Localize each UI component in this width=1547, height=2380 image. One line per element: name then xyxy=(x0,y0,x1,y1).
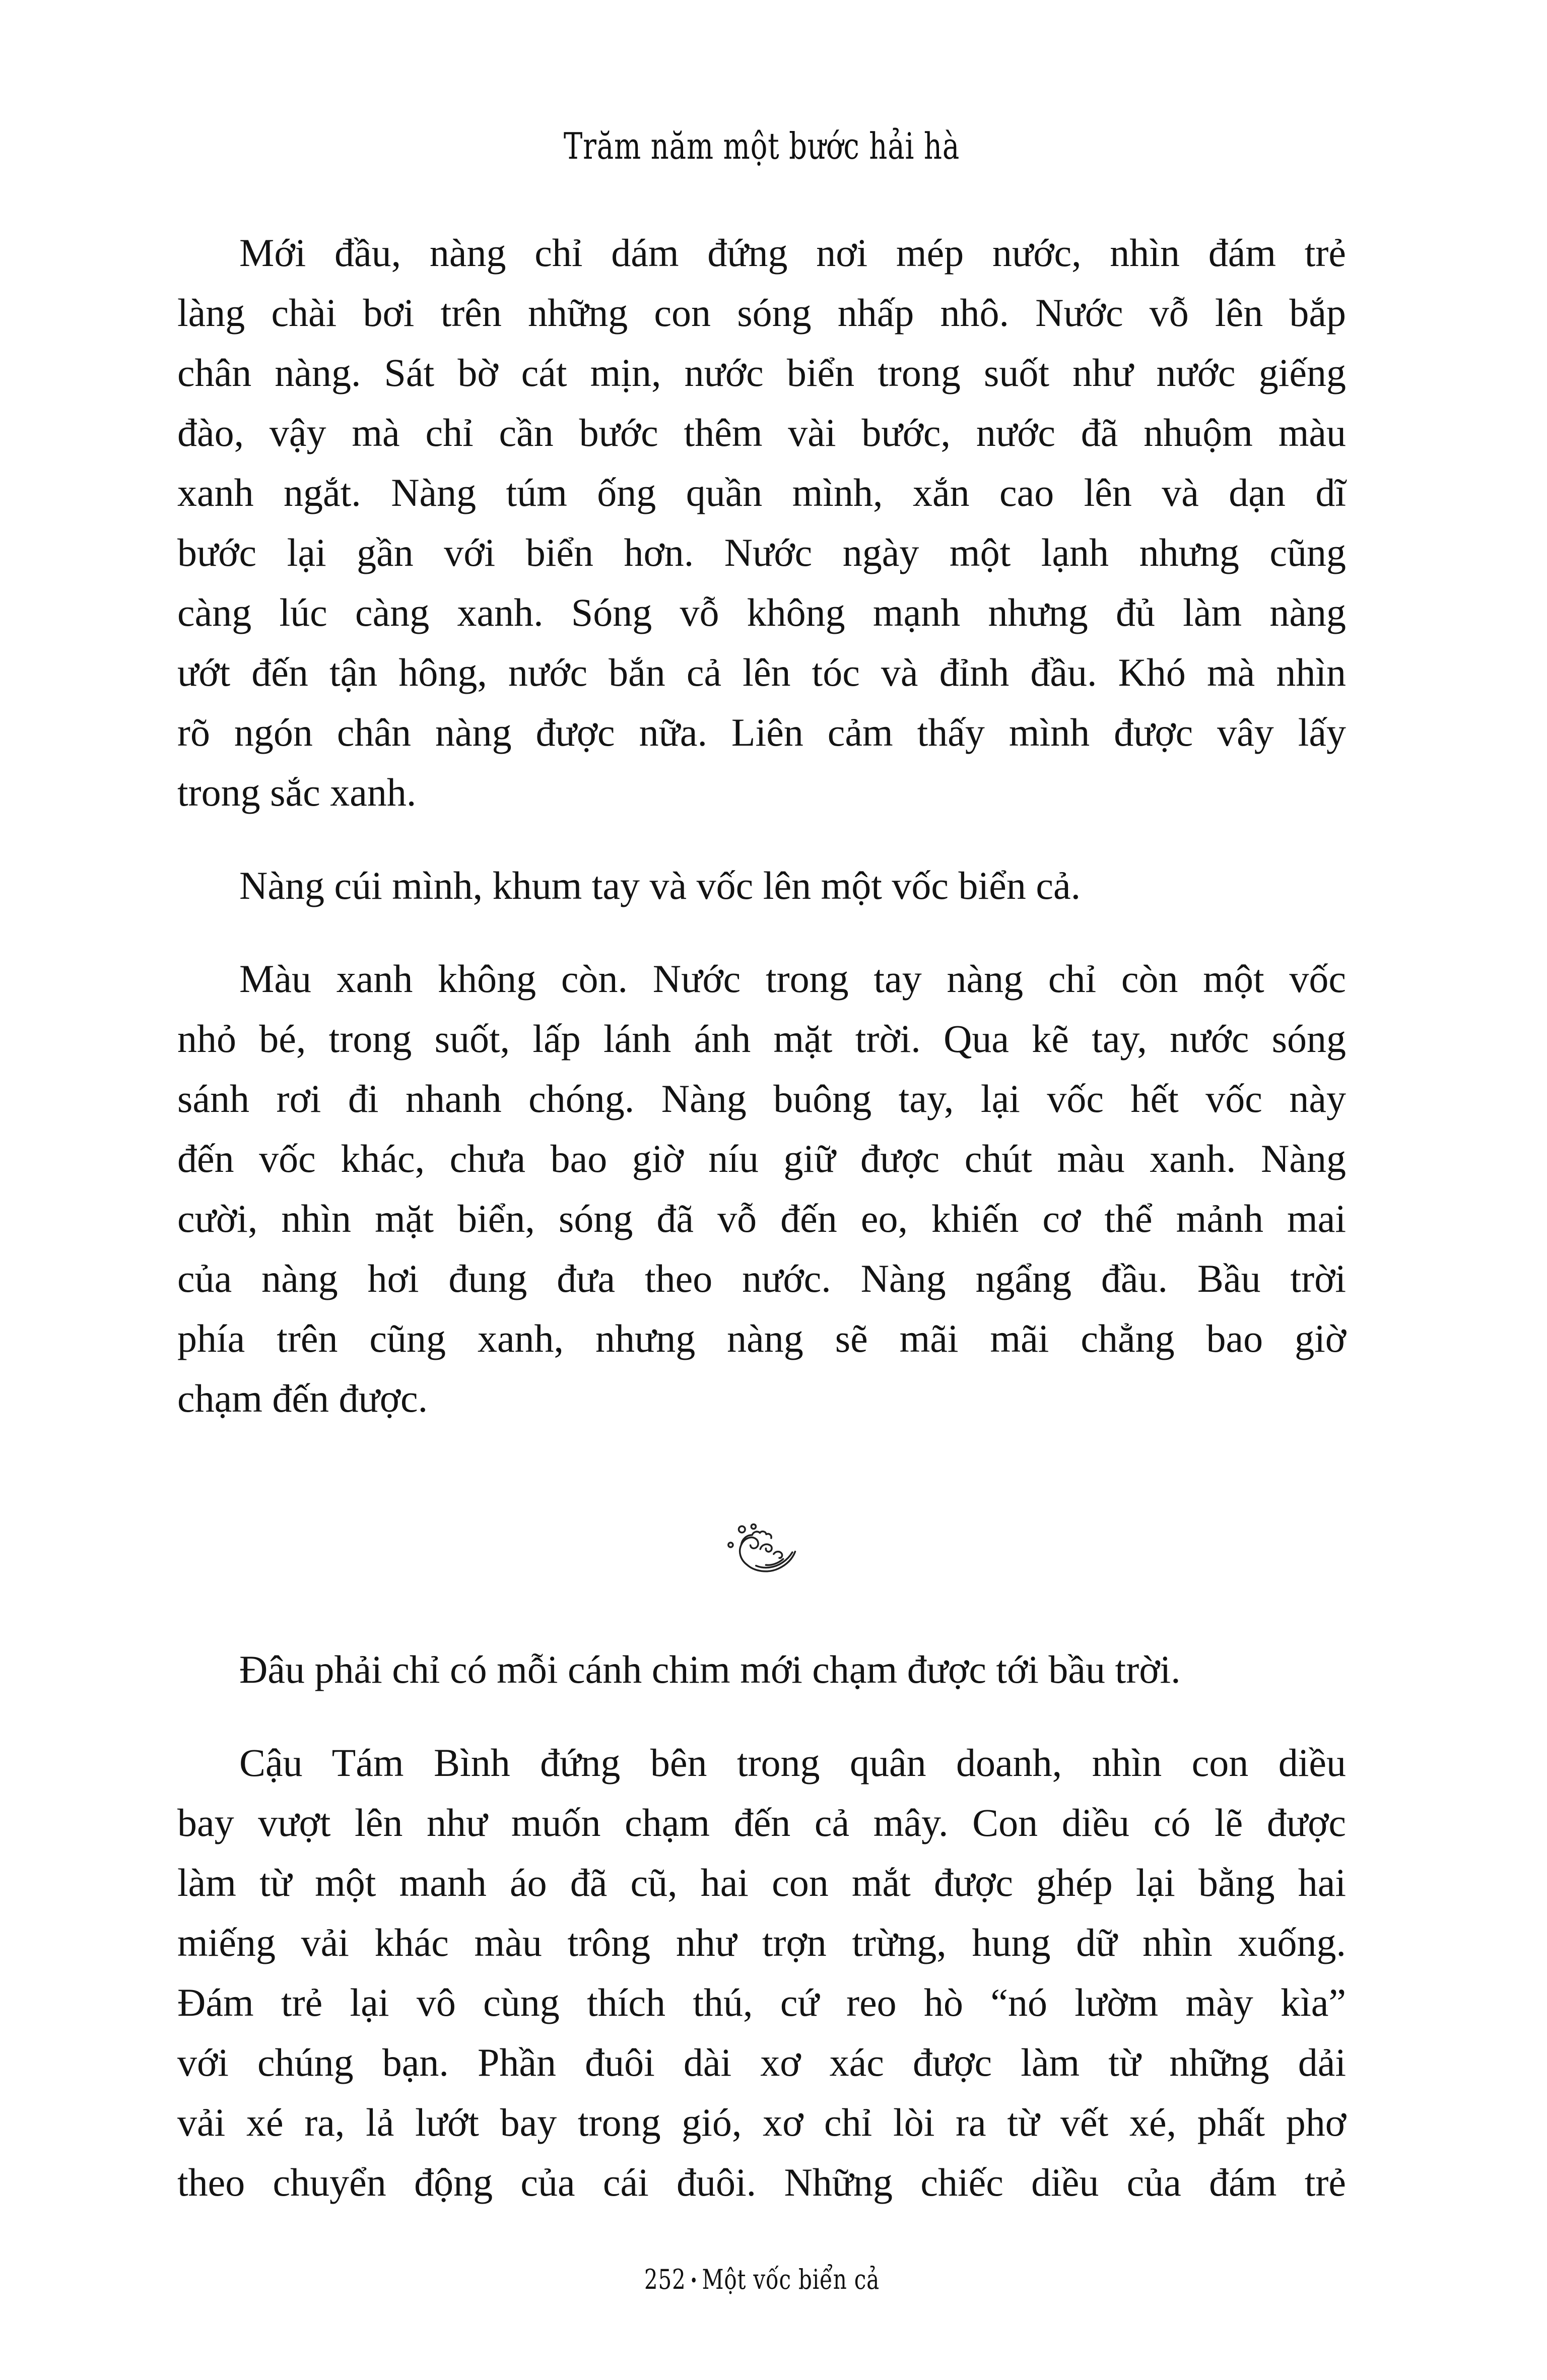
folio-line xyxy=(644,2266,879,2293)
body-text xyxy=(177,223,1346,2212)
text-line: Mới đầu, nàng chỉ dám đứng nơi mép nước, nhìn đám trẻ xyxy=(239,231,1346,275)
text-line: Đâu phải chỉ có mỗi cánh chim mới chạm được tới bầu trời. xyxy=(239,1647,1181,1691)
text-line: bước lại gần với biển hơn. Nước ngày một lạnh nhưng cũng xyxy=(177,531,1346,574)
text-line: Nàng cúi mình, khum tay và vốc lên một vốc biển cả. xyxy=(239,864,1081,907)
wave-ornament-icon xyxy=(726,1523,797,1576)
paragraph xyxy=(177,1639,1346,1699)
text-line: nhỏ bé, trong suốt, lấp lánh ánh mặt trời. Qua kẽ tay, nước sóng xyxy=(177,1017,1346,1061)
text-line: Màu xanh không còn. Nước trong tay nàng chỉ còn một vốc xyxy=(239,957,1346,1001)
text-line: cười, nhìn mặt biển, sóng đã vỗ đến eo, khiến cơ thể mảnh mai xyxy=(177,1197,1346,1240)
text-line: đào, vậy mà chỉ cần bước thêm vài bước, nước đã nhuộm màu xyxy=(177,411,1346,454)
text-line: ướt đến tận hông, nước bắn cả lên tóc và đỉnh đầu. Khó mà nhìn xyxy=(177,650,1346,694)
footer-separator-dot: • xyxy=(689,2271,698,2291)
wave-ornament xyxy=(709,1524,815,1574)
page-number: 252 xyxy=(644,2264,686,2295)
text-line: sánh rơi đi nhanh chóng. Nàng buông tay, lại vốc hết vốc này xyxy=(177,1077,1346,1120)
text-line: phía trên cũng xanh, nhưng nàng sẽ mãi mãi chẳng bao giờ xyxy=(177,1316,1346,1360)
text-line: Cậu Tám Bình đứng bên trong quân doanh, nhìn con diều xyxy=(239,1741,1346,1784)
text-line: càng lúc càng xanh. Sóng vỗ không mạnh nhưng đủ làm nàng xyxy=(177,590,1346,634)
chapter-title: Một vốc biển cả xyxy=(701,2264,880,2295)
text-line: chạm đến được. xyxy=(177,1376,428,1420)
text-line: Đám trẻ lại vô cùng thích thú, cứ reo hò “nó lườm mày kìa” xyxy=(177,1980,1346,2024)
text-line: của nàng hơi đung đưa theo nước. Nàng ngẩng đầu. Bầu trời xyxy=(177,1257,1346,1300)
text-line: theo chuyển động của cái đuôi. Những chiếc diều của đám trẻ xyxy=(177,2160,1346,2204)
text-line: làm từ một manh áo đã cũ, hai con mắt được ghép lại bằng hai xyxy=(177,1861,1346,1904)
text-line: với chúng bạn. Phần đuôi dài xơ xác được làm từ những dải xyxy=(177,2040,1346,2084)
text-line: vải xé ra, lả lướt bay trong gió, xơ chỉ lòi ra từ vết xé, phất phơ xyxy=(177,2100,1346,2144)
paragraph xyxy=(177,949,1346,1428)
text-line: bay vượt lên như muốn chạm đến cả mây. Con diều có lẽ được xyxy=(177,1801,1346,1844)
running-head xyxy=(177,125,1346,167)
text-line: rõ ngón chân nàng được nữa. Liên cảm thấy mình được vây lấy xyxy=(177,710,1346,754)
text-line: trong sắc xanh. xyxy=(177,770,417,814)
running-head-title: Trăm năm một bước hải hà xyxy=(563,125,960,167)
text-line: miếng vải khác màu trông như trợn trừng, hung dữ nhìn xuống. xyxy=(177,1921,1346,1964)
text-line: làng chài bơi trên những con sóng nhấp nhô. Nước vỗ lên bắp xyxy=(177,291,1346,335)
text-line: xanh ngắt. Nàng túm ống quần mình, xắn cao lên và dạn dĩ xyxy=(177,471,1346,514)
paragraph xyxy=(177,223,1346,822)
text-line: chân nàng. Sát bờ cát mịn, nước biển trong suốt như nước giếng xyxy=(177,351,1346,394)
page-footer xyxy=(177,2266,1346,2293)
paragraph xyxy=(177,1733,1346,2212)
paragraph xyxy=(177,855,1346,915)
text-line: đến vốc khác, chưa bao giờ níu giữ được chút màu xanh. Nàng xyxy=(177,1137,1346,1180)
